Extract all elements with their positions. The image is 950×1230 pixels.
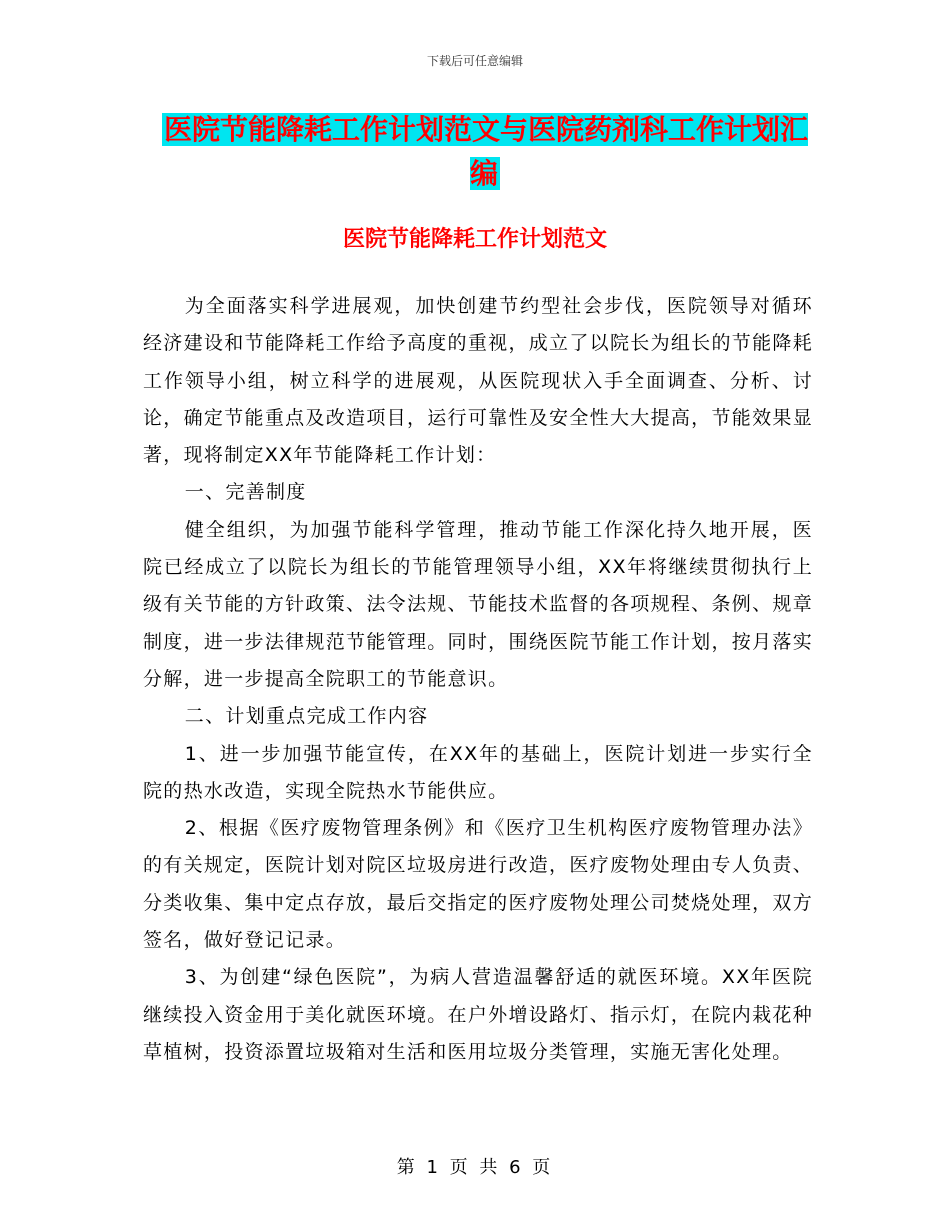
paragraph-item-2: 2、根据《医疗废物管理条例》和《医疗卫生机构医疗废物管理办法》的有关规定，医院计划对院区垃圾房进行改造，医疗废物处理由专人负责、分类收集、集中定点存放，最后交指定的医疗废物处理公司焚烧处理，双方签名，做好登记记录。 — [143, 817, 813, 952]
section-title: 医院节能降耗工作计划范文 — [342, 227, 607, 252]
page-number: 第 1 页 共 6 页 — [396, 1157, 554, 1178]
document-title — [150, 108, 820, 196]
header-note: 下载后可任意编辑 — [426, 54, 523, 68]
heading-improve-system: 一、完善制度 — [184, 481, 307, 504]
document-body — [143, 288, 813, 1071]
paragraph-organization: 健全组织，为加强节能科学管理，推动节能工作深化持久地开展，医院已经成立了以院长为组长的节能管理领导小组，XX年将继续贯彻执行上级有关节能的方针政策、法令法规、节能技术监督的各项规程、条例、规章制度，进一步法律规范节能管理。同时，围绕医院节能工作计划，按月落实分解，进一步提高全院职工的节能意识。 — [143, 518, 813, 690]
heading-key-tasks: 二、计划重点完成工作内容 — [184, 705, 429, 728]
paragraph-item-1: 1、进一步加强节能宣传，在XX年的基础上，医院计划进一步实行全院的热水改造，实现全院热水节能供应。 — [143, 742, 813, 802]
paragraph-intro: 为全面落实科学进展观，加快创建节约型社会步伐，医院领导对循环经济建设和节能降耗工作给予高度的重视，成立了以院长为组长的节能降耗工作领导小组，树立科学的进展观，从医院现状入手全面调查、分析、讨论，确定节能重点及改造项目，运行可靠性及安全性大大提高，节能效果显著，现将制定XX年节能降耗工作计划： — [143, 295, 813, 467]
paragraph-item-3: 3、为创建“绿色医院”，为病人营造温馨舒适的就医环境。XX年医院继续投入资金用于美化就医环境。在户外增设路灯、指示灯，在院内栽花种草植树，投资添置垃圾箱对生活和医用垃圾分类管理，实施无害化处理。 — [143, 966, 813, 1063]
document-title-text: 医院节能降耗工作计划范文与医院药剂科工作计划汇编 — [163, 113, 808, 190]
